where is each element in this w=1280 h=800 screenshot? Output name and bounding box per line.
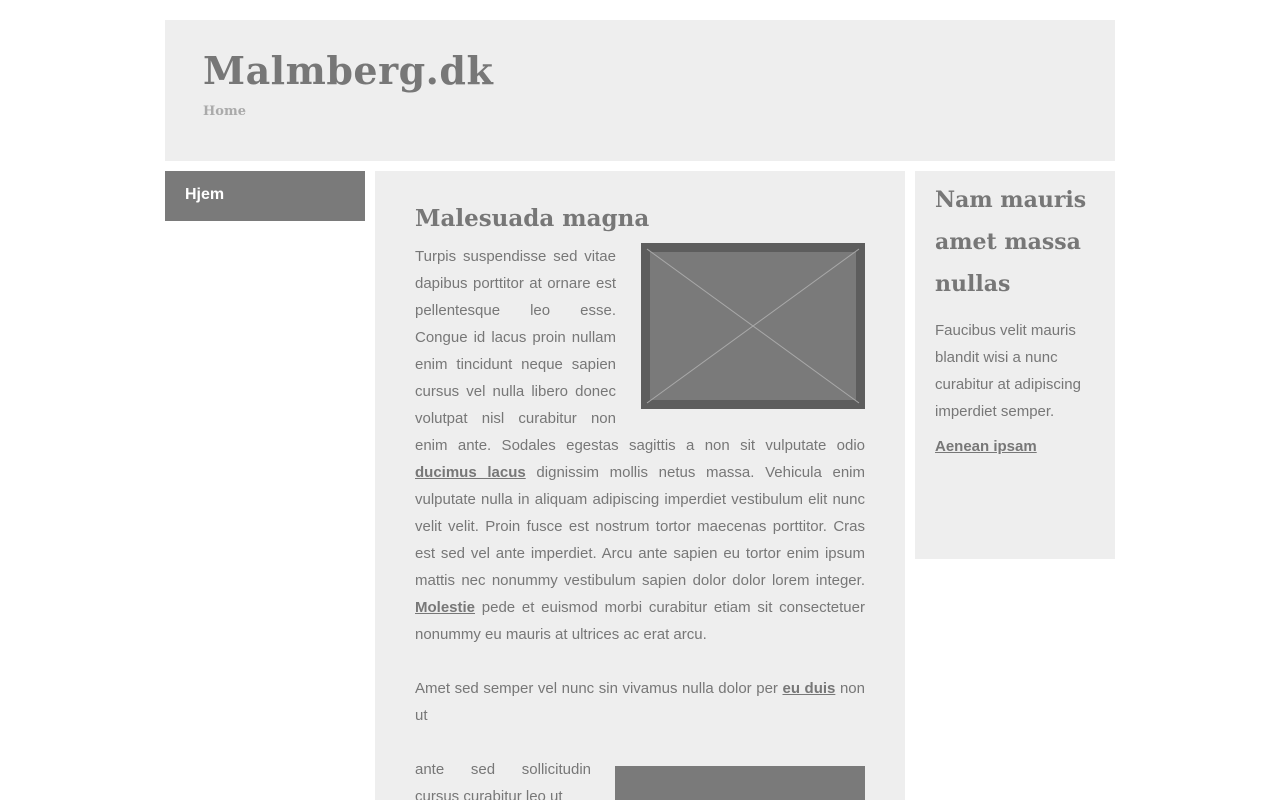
inline-link-eu-duis[interactable]: eu duis: [782, 680, 836, 697]
paragraph-text: non ut: [415, 680, 865, 724]
right-sidebar: [915, 171, 1115, 559]
paragraph-text: dignissim mollis netus massa. Vehicula enim vulputate nulla in aliquam adipiscing imperdiet vestibulum elit nunc velit velit. Proin fusce est nostrum tortor maecenas porttitor. Cras est sed vel ante imperdiet. Arcu ante sapien eu tortor enim ipsum mattis nec nonummy vestibulum sapien dolor dolor lorem integer.: [415, 464, 866, 589]
article-paragraph: [415, 243, 865, 648]
sidebar-link-aenean-ipsam[interactable]: Aenean ipsam: [935, 438, 1037, 455]
inline-link-ducimus-lacus[interactable]: ducimus lacus: [415, 464, 526, 481]
image-placeholder-icon: [641, 243, 865, 409]
site-title[interactable]: Malmberg.dk: [203, 48, 494, 93]
paragraph-text: ante sed sollicitudin cursus curabitur leo ut: [415, 761, 591, 800]
paragraph-text: pede et euismod morbi curabitur etiam sit consectetuer nonummy eu mauris at ultrices ac erat arcu.: [415, 599, 865, 643]
article-paragraph: [415, 756, 865, 800]
inline-link-molestie[interactable]: Molestie: [415, 599, 476, 616]
left-sidebar-nav: [165, 171, 365, 221]
paragraph-text: Amet sed semper vel nunc sin vivamus nulla dolor per: [415, 680, 783, 697]
image-placeholder: [641, 243, 865, 409]
sidebar-title: Nam mauris amet massa nullas: [935, 187, 1087, 297]
page: [165, 20, 1115, 800]
nav-item-hjem[interactable]: Hjem: [165, 171, 365, 221]
main-content: [375, 171, 905, 800]
article-paragraph: [415, 675, 865, 729]
site-header: [165, 20, 1115, 161]
breadcrumb-home-link[interactable]: Home: [203, 104, 246, 119]
paragraph-text: Turpis suspendisse sed vitae dapibus porttitor at ornare est pellentesque leo esse. Congue id lacus proin nullam enim tincidunt neque sapien cursus vel nulla libero donec volutpat nisl curabitur non enim ante. Sodales egestas sagittis a non sit vulputate odio: [415, 248, 865, 454]
article: [415, 201, 865, 800]
article-title: Malesuada magna: [415, 205, 650, 232]
sidebar-widget: [935, 179, 1095, 460]
sidebar-text: Faucibus velit mauris blandit wisi a nunc curabitur at adipiscing imperdiet semper.: [935, 322, 1081, 420]
image-placeholder: [615, 766, 865, 800]
